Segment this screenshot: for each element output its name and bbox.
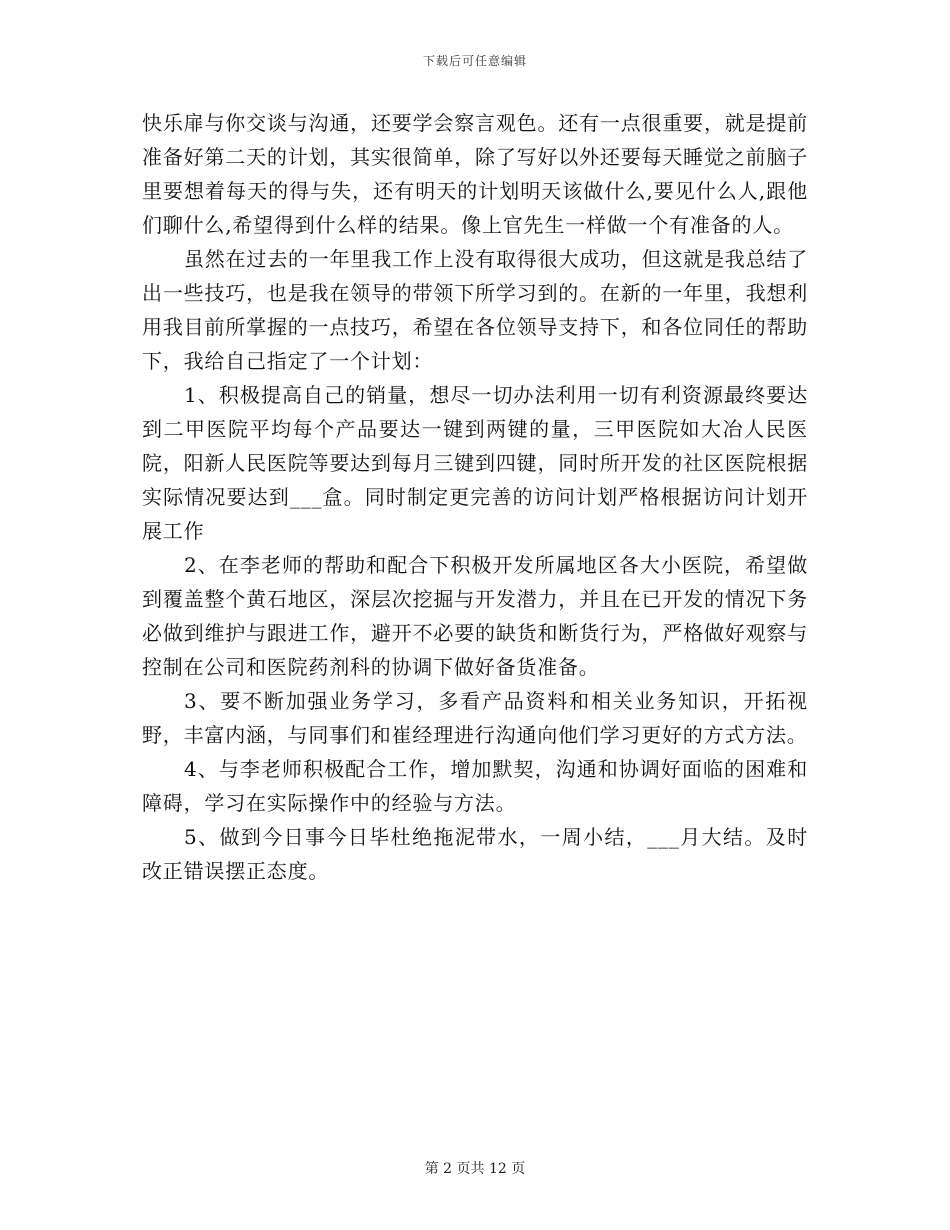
plan-item-4: 4、与李老师积极配合工作，增加默契，沟通和协调好面临的困难和障碍，学习在实际操作中的经验与方法。 (142, 757, 808, 815)
plan-item-3: 3、要不断加强业务学习，多看产品资料和相关业务知识，开拓视野，丰富内涵，与同事们和崔经理进行沟通向他们学习更好的方式方法。 (142, 689, 808, 747)
plan-item-5: 5、做到今日事今日毕杜绝拖泥带水，一周小结，___月大结。及时改正错误摆正态度。 (142, 825, 808, 883)
page-header: 下载后可任意编辑 (422, 54, 527, 68)
plan-item-2: 2、在李老师的帮助和配合下积极开发所属地区各大小医院，希望做到覆盖整个黄石地区，深层次挖掘与开发潜力，并且在已开发的情况下务必做到维护与跟进工作，避开不必要的缺货和断货行为，严格做好观察与控制在公司和医院药剂科的协调下做好备货准备。 (142, 553, 808, 679)
paragraph-continuation: 快乐扉与你交谈与沟通，还要学会察言观色。还有一点很重要，就是提前准备好第二天的计划，其实很简单，除了写好以外还要每天睡觉之前脑子里要想着每天的得与失，还有明天的计划明天该做什么,要见什么人,跟他们聊什么,希望得到什么样的结果。像上官先生一样做一个有准备的人。 (142, 111, 808, 237)
paragraph-summary: 虽然在过去的一年里我工作上没有取得很大成功，但这就是我总结了出一些技巧，也是我在领导的带领下所学习到的。在新的一年里，我想利用我目前所掌握的一点技巧，希望在各位领导支持下，和各位同任的帮助下，我给自己指定了一个计划： (142, 247, 808, 373)
page-number-footer: 第 2 页共 12 页 (424, 1161, 526, 1177)
document-body (142, 106, 808, 888)
plan-item-1: 1、积极提高自己的销量，想尽一切办法利用一切有利资源最终要达到二甲医院平均每个产品要达一键到两键的量，三甲医院如大冶人民医院，阳新人民医院等要达到每月三键到四键，同时所开发的社区医院根据实际情况要达到___盒。同时制定更完善的访问计划严格根据访问计划开展工作 (142, 383, 808, 543)
